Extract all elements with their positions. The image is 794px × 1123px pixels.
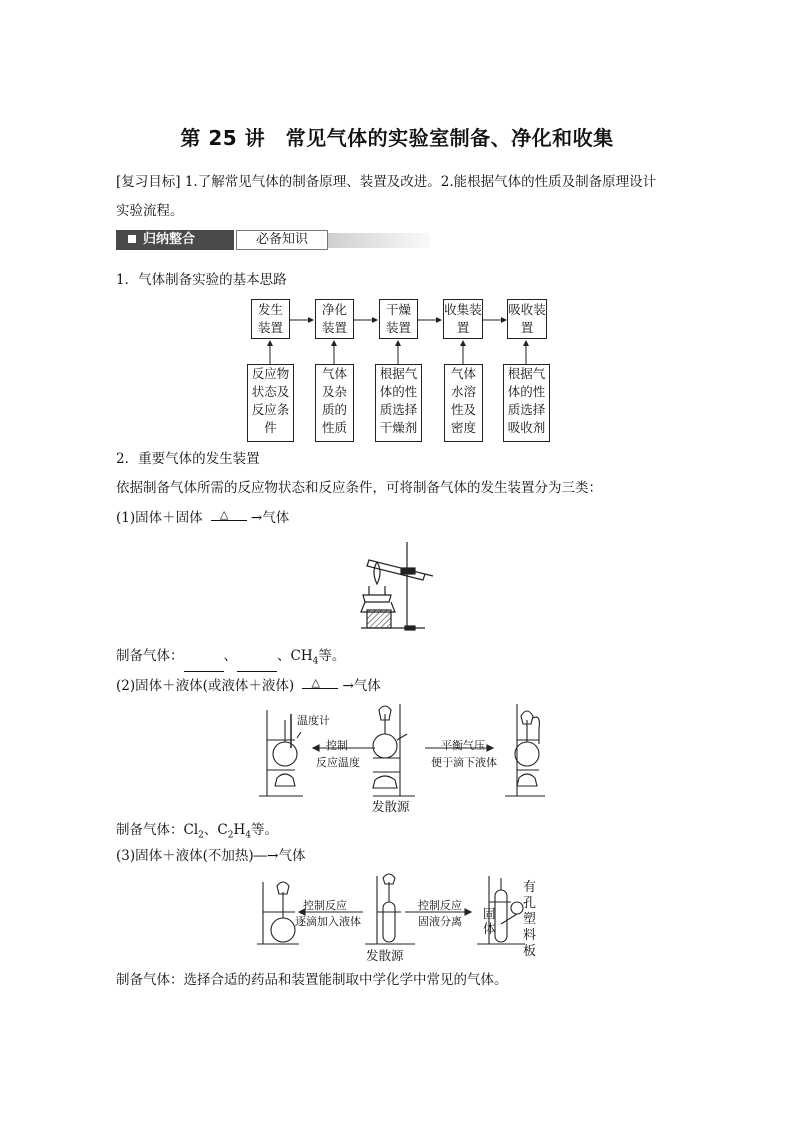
flow-box-text: 干燥装置 (385, 302, 411, 335)
basis-line: 反应物 (251, 366, 290, 381)
gas-ch4: 、CH (277, 648, 313, 664)
section2-intro: 依据制备气体所需的反应物状态和反应条件，可将制备气体的发生装置分为三类： (116, 480, 602, 496)
label-source-2: 发散源 (372, 799, 410, 814)
basis-line: 性及 (450, 402, 476, 417)
flowchart (0, 0, 794, 450)
type3-gases: 制备气体：选择合适的药品和装置能制取中学化学中常见的气体。 (116, 972, 508, 988)
banner-light-label: 必备知识 (236, 230, 328, 250)
basis-line: 件 (264, 420, 277, 435)
basis-line: 吸收剂 (507, 420, 546, 435)
label-control-bottom: 反应温度 (316, 756, 360, 769)
basis-line: 及杂 (321, 384, 347, 399)
basis-line: 根据气 (507, 366, 546, 381)
type2-left: (2)固体＋液体(或液体＋液体) (116, 678, 295, 694)
flow-basis-box (315, 364, 354, 442)
label-control2-bottom: 固液分离 (418, 915, 462, 928)
answer-blank-2[interactable] (237, 657, 277, 672)
review-text-line2: 实验流程。 (116, 203, 184, 219)
label-control-top: 控制 (326, 739, 348, 752)
flow-box-dry (379, 299, 418, 339)
apparatus-solid-solid (355, 540, 435, 636)
basis-line: 气体 (450, 366, 476, 381)
review-tag: [复习目标] (116, 174, 181, 190)
basis-line: 体的性 (507, 384, 546, 399)
basis-line: 根据气 (379, 366, 418, 381)
type2-gases (116, 820, 278, 846)
label-balance-bottom: 便于滴下液体 (431, 756, 497, 769)
page-title: 第 25 讲 常见气体的实验室制备、净化和收集 (180, 126, 614, 150)
type1-gases (116, 646, 345, 672)
basis-line: 干燥剂 (379, 420, 418, 435)
type2-equation (116, 676, 381, 696)
label-thermometer: 温度计 (297, 714, 330, 727)
flow-box-text: 收集装置 (444, 302, 482, 335)
gases-label: 制备气体： (116, 648, 184, 664)
label-source-3: 发散源 (366, 948, 404, 963)
subscript: 2 (227, 830, 234, 841)
heat-arrow (207, 507, 251, 527)
gas-h: H (233, 822, 246, 838)
tail-end: 等。 (250, 822, 278, 838)
flow-box-text: 发生装置 (257, 302, 283, 335)
label-control2-top: 控制反应 (418, 899, 462, 912)
basis-line: 气体 (321, 366, 347, 381)
apparatus-solid-liquid-noheat (255, 872, 555, 948)
section2-heading: 2．重要气体的发生装置 (116, 451, 260, 467)
type1-right: →气体 (250, 510, 290, 526)
flow-box-absorb (507, 299, 547, 339)
heat-symbol: △ (311, 675, 320, 689)
label-control1-top: 控制反应 (303, 899, 347, 912)
flow-basis-box (247, 364, 294, 442)
type1-equation (116, 508, 289, 528)
flow-box-generation (251, 299, 290, 339)
answer-blank-1[interactable] (184, 657, 224, 672)
flow-box-text: 吸收装置 (508, 302, 546, 335)
label-porous-plate: 有孔塑料板 (523, 880, 537, 959)
flow-basis-box (444, 364, 483, 442)
flow-box-text: 净化装置 (321, 302, 347, 335)
basis-line: 状态及 (251, 384, 290, 399)
basis-line: 密度 (450, 420, 476, 435)
basis-line: 质的 (321, 402, 347, 417)
flow-box-collect (443, 299, 483, 339)
flow-basis-box (375, 364, 422, 442)
banner-dark-label: 归纳整合 (143, 232, 196, 247)
type3-equation: (3)固体＋液体(不加热)―→气体 (116, 848, 306, 864)
section1-heading: 1．气体制备实验的基本思路 (116, 272, 287, 288)
gas-cl: 制备气体：Cl (116, 822, 199, 838)
subscript: 2 (198, 830, 204, 841)
basis-line: 质选择 (379, 402, 418, 417)
label-control1-bottom: 逐滴加入液体 (295, 915, 361, 928)
basis-line: 水溶 (450, 384, 476, 399)
heat-arrow (298, 675, 342, 695)
subscript: 4 (312, 656, 319, 667)
label-solid: 固体 (483, 906, 496, 936)
basis-line: 质选择 (507, 402, 546, 417)
type1-left: (1)固体＋固体 (116, 510, 203, 526)
basis-line: 体的性 (379, 384, 418, 399)
tail-end: 等。 (318, 648, 346, 664)
flow-basis-box (503, 364, 550, 442)
basis-line: 反应条 (251, 402, 290, 417)
type2-right: →气体 (342, 678, 381, 694)
subscript: 4 (245, 830, 251, 841)
heat-symbol: △ (219, 507, 229, 521)
review-text-line1: 1.了解常见气体的制备原理、装置及改进。2.能根据气体的性质及制备原理设计 (184, 174, 657, 190)
separator: 、 (223, 648, 237, 664)
basis-line: 性质 (321, 420, 347, 435)
flow-box-purify (315, 299, 354, 339)
gas-c: 、C (203, 822, 228, 838)
label-balance-top: 平衡气压 (441, 739, 485, 752)
